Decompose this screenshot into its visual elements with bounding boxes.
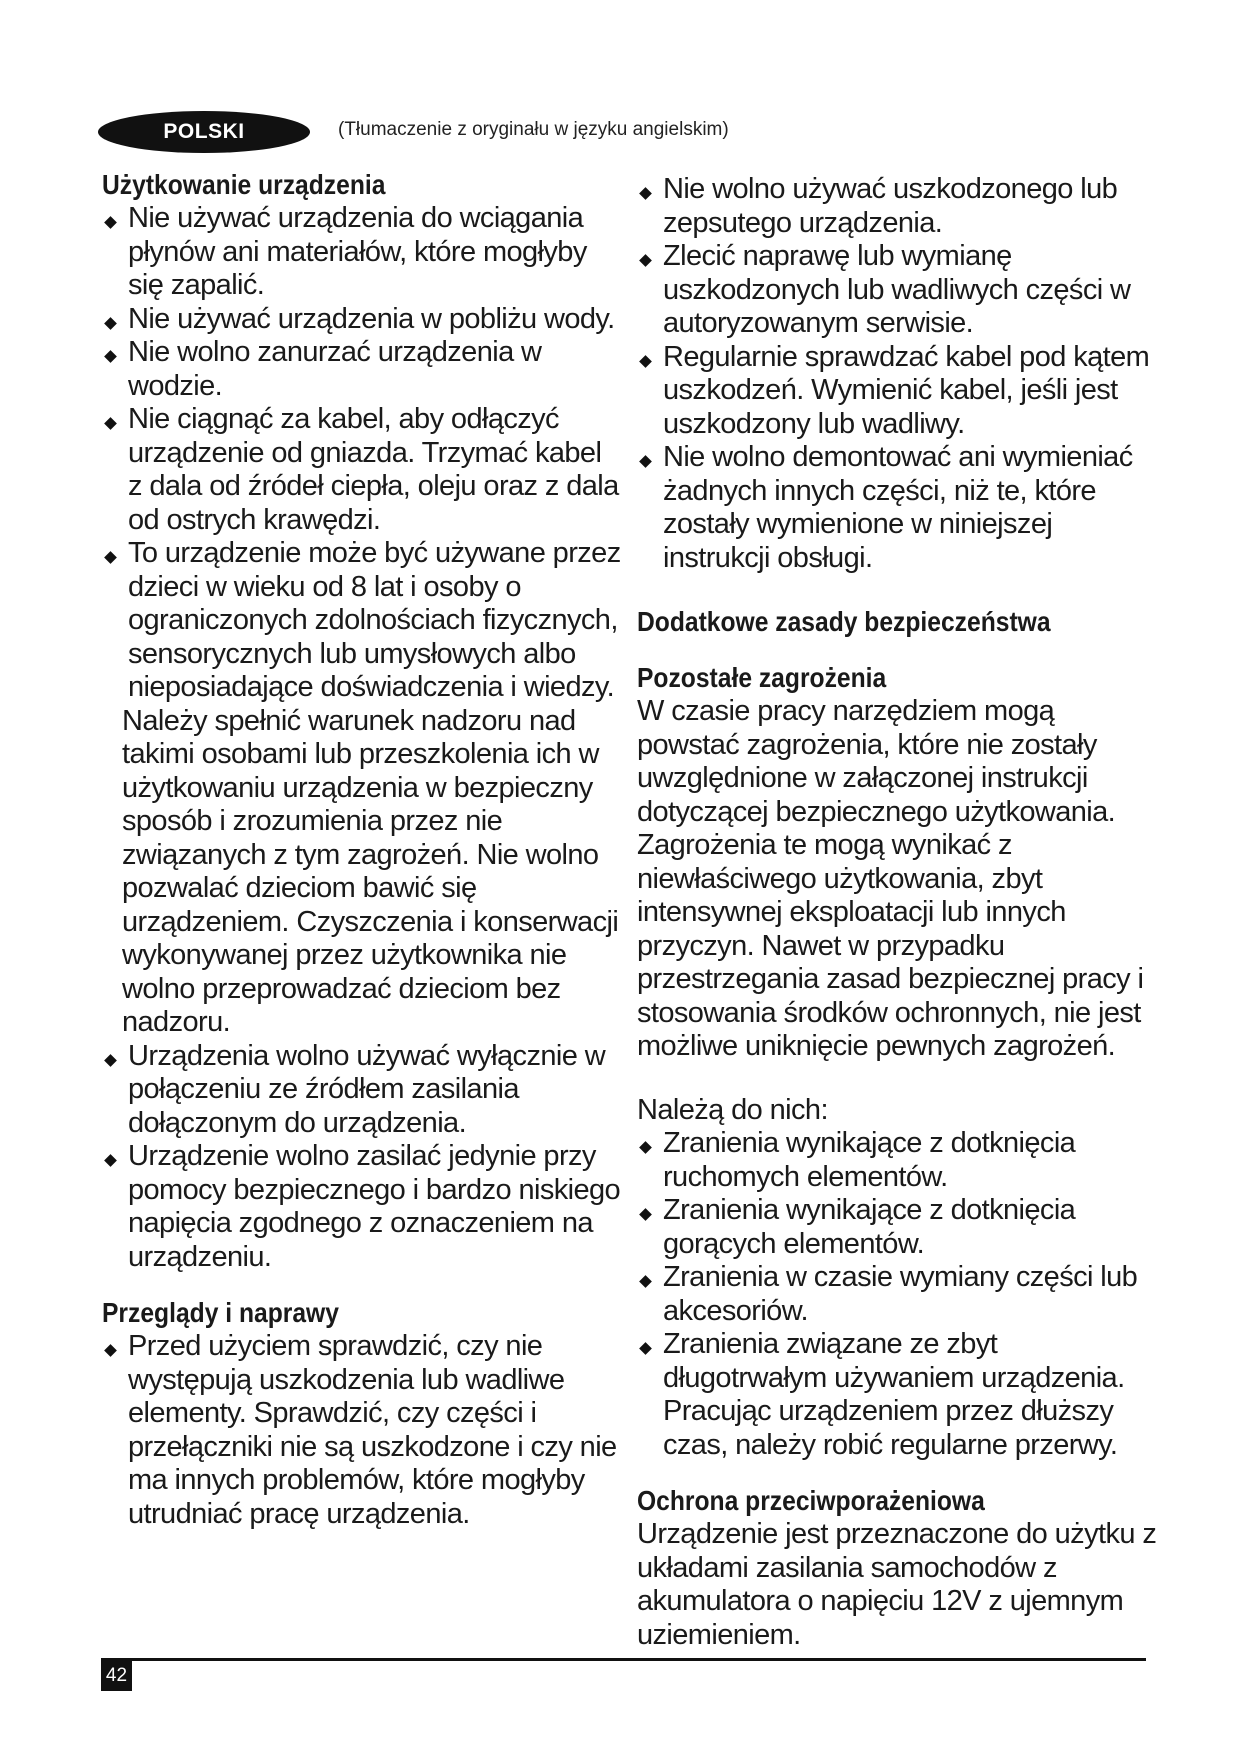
- section-title-additional-safety: Dodatkowe zasady bezpieczeństwa: [637, 606, 1051, 637]
- power-bullet-list: [102, 1040, 622, 1275]
- bullet-diamond-icon: [639, 1141, 652, 1154]
- section-title-usage: Użytkowanie urządzenia: [102, 169, 386, 200]
- language-badge-label: POLSKI: [163, 120, 245, 143]
- list-item: Zranienia wynikające z dotknięcia gorących elementów.: [637, 1194, 1157, 1261]
- right-column: [637, 173, 1157, 1652]
- bullet-diamond-icon: [639, 1275, 652, 1288]
- list-item: Przed użyciem sprawdzić, czy nie występują uszkodzenia lub wadliwe elementy. Sprawdzić, czy części i przełączniki nie są uszkodzone i czy nie ma innych problemów, które mogłyby utrudniać pracę urządzenia.: [102, 1330, 622, 1531]
- supervision-note: Należy spełnić warunek nadzoru nad takimi osobami lub przeszkolenia ich w użytkowaniu urządzenia w bezpieczny sposób i zrozumienia przez nie związanych z tym zagrożeń. Nie wolno pozwalać dzieciom bawić się urządzeniem. Czyszczenia i konserwacji wykonywanej przez użytkownika nie wolno przeprowadzać dzieciom bez nadzoru.: [122, 704, 619, 1038]
- translation-note: (Tłumaczenie z oryginału w języku angielskim): [338, 119, 729, 140]
- bullet-diamond-icon: [104, 1344, 117, 1357]
- list-item: Zranienia wynikające z dotknięcia ruchomych elementów.: [637, 1127, 1157, 1194]
- residual-risks-paragraph: W czasie pracy narzędziem mogą powstać zagrożenia, które nie zostały uwzględnione w załączonej instrukcji dotyczącej bezpiecznego użytkowania. Zagrożenia te mogą wynikać z niewłaściwego użytkowania, zbyt intensywnej eksploatacji lub innych przyczyn. Nawet w przypadku przestrzegania zasad bezpiecznej pracy i stosowania środków ochronnych, nie jest możliwe uniknięcie pewnych zagrożeń.: [637, 695, 1144, 1062]
- usage-bullet-list: [102, 202, 622, 705]
- left-column: [102, 168, 622, 1531]
- electric-shock-paragraph: Urządzenie jest przeznaczone do użytku z układami zasilania samochodów z akumulatora o napięciu 12V z ujemnym uziemieniem.: [637, 1518, 1157, 1651]
- page-number: 42: [101, 1660, 132, 1691]
- list-item: Zranienia związane ze zbyt długotrwałym używaniem urządzenia. Pracując urządzeniem przez dłuższy czas, należy robić regularne przerwy.: [637, 1328, 1157, 1462]
- list-item: Nie używać urządzenia w pobliżu wody.: [102, 303, 622, 337]
- bullet-diamond-icon: [639, 187, 652, 200]
- list-item: Nie wolno używać uszkodzonego lub zepsutego urządzenia.: [637, 173, 1157, 240]
- bullet-diamond-icon: [104, 417, 117, 430]
- bullet-diamond-icon: [104, 1054, 117, 1067]
- section-title-electric-shock: Ochrona przeciwporażeniowa: [637, 1485, 985, 1516]
- bullet-diamond-icon: [639, 355, 652, 368]
- section-title-inspections: Przeglądy i naprawy: [102, 1297, 339, 1328]
- list-item: Zranienia w czasie wymiany części lub akcesoriów.: [637, 1261, 1157, 1328]
- bullet-diamond-icon: [639, 1342, 652, 1355]
- footer-divider: [101, 1658, 1146, 1661]
- list-item: Nie ciągnąć za kabel, aby odłączyć urządzenie od gniazda. Trzymać kabel z dala od źródeł ciepła, oleju oraz z dala od ostrych krawędzi.: [102, 403, 622, 537]
- list-item: Nie wolno zanurzać urządzenia w wodzie.: [102, 336, 622, 403]
- bullet-diamond-icon: [639, 254, 652, 267]
- risks-bullet-list: [637, 1127, 1157, 1462]
- bullet-diamond-icon: [104, 317, 117, 330]
- repair-bullet-list: [637, 173, 1157, 575]
- section-title-residual-risks: Pozostałe zagrożenia: [637, 662, 887, 693]
- list-item: To urządzenie może być używane przez dzieci w wieku od 8 lat i osoby o ograniczonych zdolnościach fizycznych, sensorycznych lub umysłowych albo nieposiadające doświadczenia i wiedzy.: [102, 537, 622, 705]
- bullet-diamond-icon: [104, 216, 117, 229]
- list-intro: Należą do nich:: [637, 1093, 828, 1126]
- language-badge: [98, 111, 310, 153]
- list-item: Nie wolno demontować ani wymieniać żadnych innych części, niż te, które zostały wymienione w niniejszej instrukcji obsługi.: [637, 441, 1157, 575]
- list-item: Regularnie sprawdzać kabel pod kątem uszkodzeń. Wymienić kabel, jeśli jest uszkodzony lub wadliwy.: [637, 341, 1157, 442]
- bullet-diamond-icon: [639, 455, 652, 468]
- list-item: Nie używać urządzenia do wciągania płynów ani materiałów, które mogłyby się zapalić.: [102, 202, 622, 303]
- list-item: Urządzenie wolno zasilać jedynie przy pomocy bezpiecznego i bardzo niskiego napięcia zgodnego z oznaczeniem na urządzeniu.: [102, 1140, 622, 1274]
- inspection-bullet-list: [102, 1330, 622, 1531]
- bullet-diamond-icon: [104, 551, 117, 564]
- list-item: Zlecić naprawę lub wymianę uszkodzonych lub wadliwych części w autoryzowanym serwisie.: [637, 240, 1157, 341]
- list-item: Urządzenia wolno używać wyłącznie w połączeniu ze źródłem zasilania dołączonym do urządzenia.: [102, 1040, 622, 1141]
- bullet-diamond-icon: [104, 350, 117, 363]
- bullet-diamond-icon: [104, 1154, 117, 1167]
- bullet-diamond-icon: [639, 1208, 652, 1221]
